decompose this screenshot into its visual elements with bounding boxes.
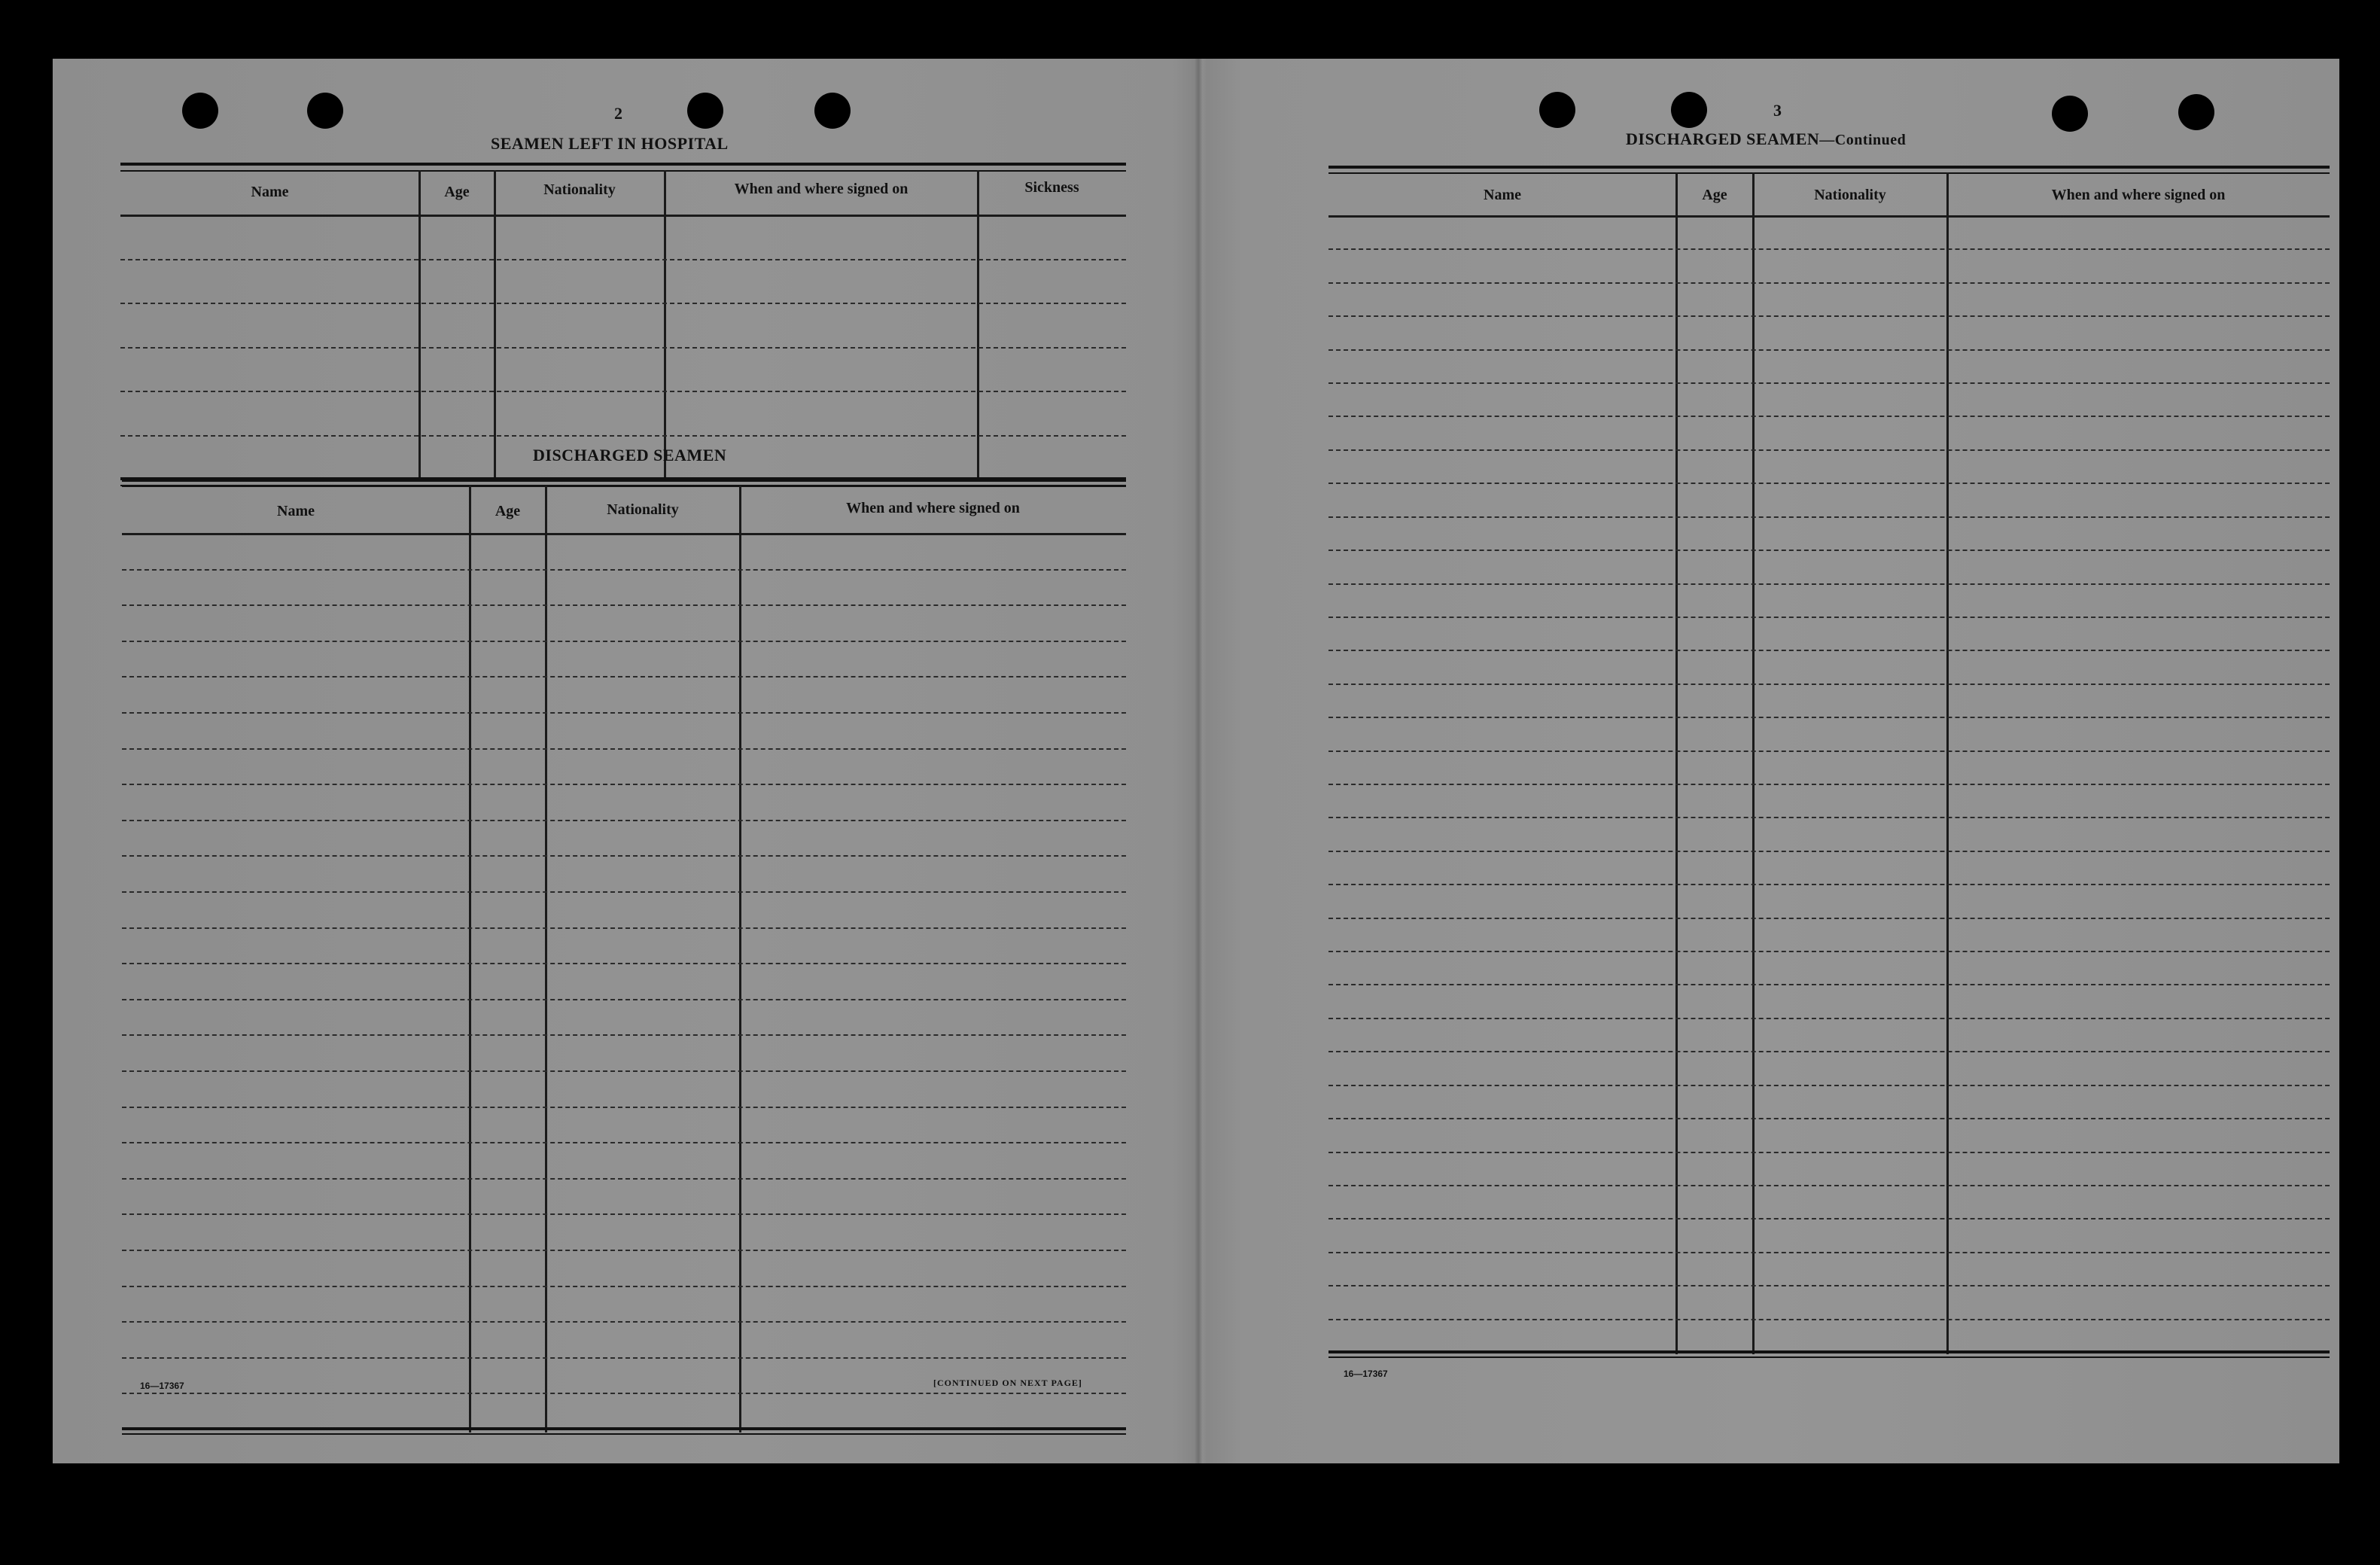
table-row-separator <box>120 347 1126 349</box>
hospital-col-sickness: Sickness <box>1024 179 1079 196</box>
table-row-separator <box>122 1034 1126 1036</box>
table-row-separator <box>122 1393 1126 1394</box>
table-row-separator <box>1328 516 2330 518</box>
table-row-separator <box>1328 1051 2330 1052</box>
table-row-separator <box>1328 1252 2330 1253</box>
table-row-separator <box>1328 1319 2330 1320</box>
table-row-separator <box>122 1250 1126 1251</box>
table-row-separator <box>120 303 1126 304</box>
table-row-separator <box>122 604 1126 606</box>
table-row-separator <box>1328 583 2330 585</box>
table-row-separator <box>122 1321 1126 1323</box>
left-page <box>53 59 1195 1463</box>
table-row-separator <box>122 927 1126 929</box>
table-row-separator <box>1328 1152 2330 1153</box>
table-row-separator <box>122 1357 1126 1359</box>
table-row-separator <box>122 676 1126 677</box>
page-number: 3 <box>1773 101 1782 120</box>
page-number: 2 <box>614 104 622 123</box>
hospital-section-title: SEAMEN LEFT IN HOSPITAL <box>491 134 729 153</box>
title-main: DISCHARGED SEAMEN <box>1626 129 1820 148</box>
table-row-separator <box>122 569 1126 571</box>
table-row-separator <box>1328 717 2330 718</box>
table-row-separator <box>120 259 1126 260</box>
table-row-separator <box>1328 650 2330 651</box>
table-row-separator <box>1328 1018 2330 1019</box>
table-row-separator <box>122 712 1126 714</box>
table-row-separator <box>122 1070 1126 1072</box>
table-row-separator <box>1328 784 2330 785</box>
discharged-col-name: Name <box>277 503 315 519</box>
table-row-separator <box>1328 449 2330 451</box>
table-row-separator <box>122 999 1126 1000</box>
table-row-separator <box>1328 550 2330 551</box>
continued-col-name: Name <box>1484 187 1521 203</box>
table-row-separator <box>1328 1185 2330 1186</box>
table-row-separator <box>1328 817 2330 818</box>
discharged-col-age: Age <box>495 503 521 519</box>
form-code: 16—17367 <box>140 1381 184 1391</box>
table-row-separator <box>122 748 1126 750</box>
table-row-separator <box>1328 751 2330 752</box>
table-row-separator <box>1328 349 2330 351</box>
discharged-continued-title <box>1626 129 1906 149</box>
hospital-col-nationality: Nationality <box>543 181 616 198</box>
discharged-table <box>122 479 1126 1435</box>
hospital-col-name: Name <box>251 184 289 200</box>
table-row-separator <box>1328 1118 2330 1119</box>
table-row-separator <box>1328 951 2330 952</box>
table-row-separator <box>122 1107 1126 1108</box>
table-row-separator <box>1328 884 2330 885</box>
table-row-separator <box>1328 617 2330 618</box>
table-row-separator <box>1328 918 2330 919</box>
table-row-separator <box>120 435 1126 437</box>
continued-col-signed-on: When and where signed on <box>2051 187 2226 203</box>
hospital-col-age: Age <box>444 184 470 200</box>
table-row-separator <box>1328 684 2330 685</box>
table-row-separator <box>122 641 1126 642</box>
discharged-col-nationality: Nationality <box>607 501 679 518</box>
table-row-separator <box>122 963 1126 964</box>
continued-col-nationality: Nationality <box>1814 187 1886 203</box>
table-row-separator <box>1328 1218 2330 1219</box>
table-row-separator <box>1328 984 2330 985</box>
table-row-separator <box>122 1142 1126 1143</box>
table-row-separator <box>122 1213 1126 1215</box>
table-row-separator <box>1328 1085 2330 1086</box>
discharged-section-title: DISCHARGED SEAMEN <box>533 446 727 464</box>
table-row-separator <box>120 391 1126 392</box>
table-row-separator <box>1328 483 2330 484</box>
hospital-table <box>120 163 1126 488</box>
document-sheet <box>53 59 2339 1463</box>
title-suffix: —Continued <box>1819 132 1907 148</box>
discharged-continued-table <box>1328 166 2330 1359</box>
table-row-separator <box>122 784 1126 785</box>
table-row-separator <box>1328 248 2330 250</box>
hospital-col-signed-on: When and where signed on <box>734 181 908 197</box>
table-row-separator <box>1328 416 2330 417</box>
center-fold <box>1195 59 1207 1463</box>
table-row-separator <box>1328 315 2330 317</box>
discharged-col-signed-on: When and where signed on <box>846 500 1020 516</box>
table-row-separator <box>122 855 1126 857</box>
right-page <box>1207 59 2339 1463</box>
form-code: 16—17367 <box>1344 1369 1388 1379</box>
table-row-separator <box>122 1178 1126 1180</box>
table-row-separator <box>1328 282 2330 284</box>
table-row-separator <box>1328 382 2330 384</box>
table-row-separator <box>122 820 1126 821</box>
continued-note: [CONTINUED ON NEXT PAGE] <box>933 1378 1082 1388</box>
table-row-separator <box>122 1286 1126 1287</box>
continued-col-age: Age <box>1702 187 1727 203</box>
table-row-separator <box>122 891 1126 893</box>
table-row-separator <box>1328 1285 2330 1286</box>
table-row-separator <box>1328 851 2330 852</box>
